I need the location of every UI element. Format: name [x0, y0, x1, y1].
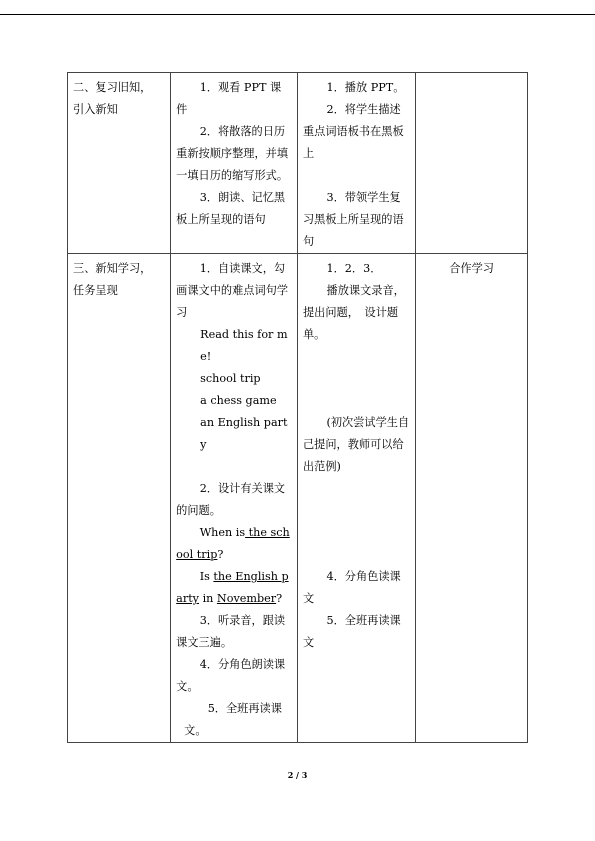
notes-cell: 合作学习 [416, 254, 528, 743]
stage-cell [68, 73, 171, 254]
teacher-step-1-detail: 播放课文录音，提出问题， 设计题单。 [302, 284, 405, 341]
stage-title-line2: 任务呈现 [73, 284, 118, 297]
student-step-2: 2．将散落的日历重新按顺序整理，并填一填日历的缩写形式。 [176, 125, 289, 182]
student-step-5: 5．全班再读课文。 [184, 702, 282, 737]
student-step-2: 2．设计有关课文的问题。 [176, 482, 286, 517]
page-number: 2 / 3 [287, 770, 308, 780]
teacher-activity-cell [297, 254, 415, 743]
stage-title-line1: 三、新知学习， [73, 262, 152, 275]
student-step-1: 1．自读课文，勾画课文中的难点词句学习 [176, 262, 289, 319]
teacher-step-1: 1．播放 PPT。 [326, 81, 405, 94]
phrase-item: school trip [200, 372, 261, 385]
student-activity-cell [171, 73, 298, 254]
teacher-step-3: 3．带领学生复习黑板上所呈现的语句 [302, 191, 404, 248]
notes-cell [416, 73, 528, 254]
phrase-item: an English party [200, 416, 288, 451]
teacher-step-1: 1．2．3． [326, 262, 382, 275]
student-step-3: 3．听录音，跟读课文三遍。 [176, 614, 286, 649]
student-step-3: 3．朗读、记忆黑板上所呈现的语句 [176, 191, 286, 226]
question-1: When is the school trip? [176, 526, 290, 561]
table-row [68, 73, 528, 254]
table-row [68, 254, 528, 743]
teacher-note: (初次尝试学生自己提问，教师可以给出范例) [302, 416, 410, 473]
lesson-plan-table [67, 72, 528, 743]
question-2: Is the English party in November? [176, 570, 289, 605]
student-activity-cell [171, 254, 298, 743]
stage-title-line2: 引入新知 [73, 103, 118, 116]
student-step-1: 1．观看 PPT 课件 [176, 81, 282, 116]
teacher-step-2: 2．将学生描述重点词语板书在黑板上 [302, 103, 404, 160]
phrase-item: Read this for me! [200, 328, 288, 363]
teacher-activity-cell [297, 73, 415, 254]
teacher-step-4: 4．分角色读课文 [302, 570, 401, 605]
stage-cell [68, 254, 171, 743]
header-rule [0, 14, 595, 15]
student-step-4: 4．分角色朗读课文。 [176, 658, 286, 693]
phrase-item: a chess game [200, 394, 277, 407]
stage-title-line1: 二、复习旧知， [73, 81, 152, 94]
teacher-step-5: 5．全班再读课文 [302, 614, 401, 649]
